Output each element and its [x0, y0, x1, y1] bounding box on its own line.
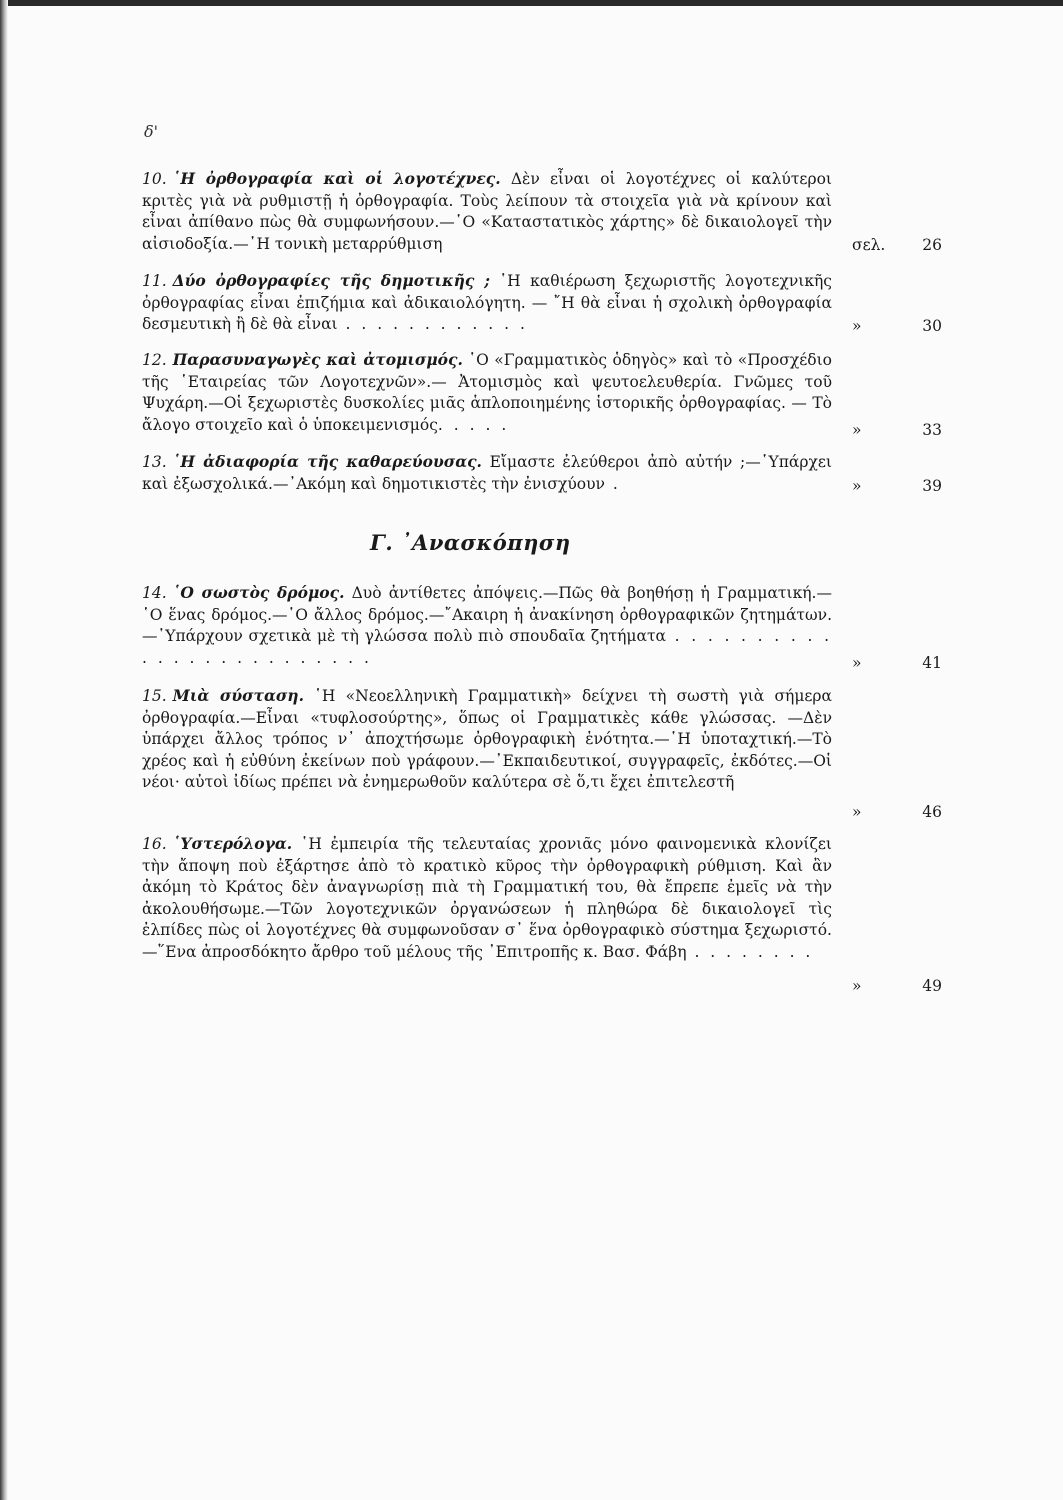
entry-title: Δύο ὀρθογραφίες τῆς δημοτικῆς ;: [172, 271, 490, 290]
toc-entry-11: [142, 270, 942, 336]
entry-title: ῾Ο σωστὸς δρόμος.: [172, 583, 345, 602]
page-ref-number: 46: [922, 803, 942, 821]
entry-text: Εἴμαστε ἐλεύθεροι ἀπὸ αὐτήν ;—῾Υπάρχει καὶ ἐξωσχολικά.—᾿Ακόμη καὶ δημοτικιστὲς τὴν ἐνισχύουν: [142, 453, 832, 493]
page-ref-mark: σελ.: [852, 236, 886, 254]
entry-text: ῾Η «Νεοελληνικὴ Γραμματικὴ» δείχνει τὴ σωστὴ γιὰ σήμερα ὀρθογραφία.—Εἶναι «τυφλοσούρτης», ὅπως οἱ Γραμματικὲς κάθε γλώσσας. —Δὲν ὑπάρχει ἄλλος τρόπος ν᾿ ἀποχτήσωμε ὀρθογραφικὴ ἑνότητα.—῾Η ὑποταχτική.—Τὸ χρέος καὶ ἡ εὐθύνη ἐκείνων ποὺ γράφουν.—᾿Εκπαιδευτικοί, συγγραφεῖς, ἐκδότες.—Οἱ νέοι· αὐτοὶ ἰδίως πρέπει νὰ ἐνημερωθοῦν καλύτερα σὲ ὅ,τι ἔχει ἐπιτελεστῆ: [142, 687, 833, 792]
toc-entry-body: [142, 451, 832, 495]
page-ref-mark: »: [852, 317, 862, 335]
entry-page-ref: [832, 802, 942, 824]
toc-entry-body: [142, 270, 832, 336]
page-ref-number: 41: [922, 654, 942, 672]
entry-title: ῾Υστερόλογα.: [172, 834, 293, 853]
toc-entry-body: [142, 685, 832, 794]
page-number: δ': [144, 122, 159, 141]
toc-entry-16: [142, 833, 942, 995]
entry-leader-dots: . . . . .: [437, 415, 510, 434]
entry-page-ref: [832, 316, 942, 338]
entry-text: Δὲν εἶναι οἱ λογοτέχνες οἱ καλύτεροι κριτὲς γιὰ νὰ ρυθμιστῇ ἡ ὀρθογραφία. Τοὺς λείπουν τὰ στοιχεῖα γιὰ νὰ κρίνουν καὶ εἶναι ἀπίθανο πὼς θὰ συμφωνήσουν.—῾Ο «Καταστατικὸς χάρτης» δὲ δικαιολογεῖ τὴν αἰσιοδοξία.—῾Η τονικὴ μεταρρύθμιση: [142, 170, 832, 253]
entry-number: 13.: [142, 453, 167, 471]
toc-entry-body: [142, 168, 832, 255]
entry-number: 14.: [142, 584, 167, 602]
page-ref-number: 49: [922, 977, 942, 995]
entry-text: Δυὸ ἀντίθετες ἀπόψεις.—Πῶς θὰ βοηθήσῃ ἡ Γραμματική.—῾Ο ἕνας δρόμος.—῾Ο ἄλλος δρόμος.—῎Ακαιρη ἡ ἀνακίνηση ὀρθογραφικῶν ζητημάτων.—῾Υπάρχουν σχετικὰ μὲ τὴ γλώσσα πολὺ πιὸ σπουδαῖα ζητήματα: [142, 584, 832, 646]
scan-edge-left: [0, 0, 8, 1500]
page-ref-number: 39: [922, 477, 942, 495]
toc-entry-12: [142, 349, 942, 439]
entry-text: ῾Ο «Γραμματικὸς ὁδηγὸς» καὶ τὸ «Προσχέδιο τῆς ῾Εταιρείας τῶν Λογοτεχνῶν».— Ἀτομισμὸς καὶ ψευτοελευθερία. Γνῶμες τοῦ Ψυχάρη.—Οἱ ξεχωριστὲς δυσκολίες μιᾶς ἁπλοποιημένης ἱστορικῆς ὀρθογραφίας. — Τὸ ἄλογο στοιχεῖο καὶ ὁ ὑποκειμενισμός: [142, 351, 832, 434]
scan-edge-top: [0, 0, 1063, 6]
toc-entry-10: [142, 168, 942, 255]
entry-number: 11.: [142, 272, 167, 290]
page-ref-mark: »: [852, 977, 862, 995]
entry-title: Παρασυναγωγὲς καὶ ἀτομισμός.: [172, 350, 463, 369]
entry-leader-dots: . . . . . . . . . . . . . . . . . . . . . . . . .: [142, 627, 832, 667]
entry-leader-dots: .: [604, 474, 621, 493]
entry-page-ref: [832, 235, 942, 257]
toc-entry-body: [142, 349, 832, 436]
entry-number: 16.: [142, 835, 167, 853]
page-ref-number: 33: [922, 421, 942, 439]
section-heading: Γ. ᾿Ανασκόπηση: [370, 530, 571, 555]
entry-number: 15.: [142, 687, 167, 705]
page-ref-mark: »: [852, 477, 862, 495]
entry-leader-dots: . . . . . . . .: [686, 942, 814, 961]
entry-title: Μιὰ σύσταση.: [172, 686, 304, 705]
page-ref-number: 26: [922, 236, 942, 254]
page-ref-mark: »: [852, 654, 862, 672]
entry-page-ref: [832, 476, 942, 498]
entry-page-ref: [832, 420, 942, 442]
entry-title: ῾Η ὀρθογραφία καὶ οἱ λογοτέχνες.: [172, 169, 501, 188]
page-ref-mark: »: [852, 803, 862, 821]
toc-entry-body: [142, 582, 832, 669]
entry-page-ref: [832, 976, 942, 998]
toc-entry-13: [142, 451, 942, 495]
toc-entry-15: [142, 685, 942, 821]
entry-text: ῾Η καθιέρωση ξεχωριστῆς λογοτεχνικῆς ὀρθογραφίας εἶναι ἐπιζήμια καὶ ἀδικαιολόγητη. — ῎Η θὰ εἶναι ἡ σχολικὴ ὀρθογραφία δεσμευτικὴ ἢ δὲ θὰ εἶναι: [142, 272, 832, 334]
toc-entry-body: [142, 833, 832, 964]
page-ref-number: 30: [922, 317, 942, 335]
toc-entry-14: [142, 582, 942, 672]
entry-number: 12.: [142, 351, 167, 369]
page-ref-mark: »: [852, 421, 862, 439]
entry-text: ῾Η ἐμπειρία τῆς τελευταίας χρονιᾶς μόνο φαινομενικὰ κλονίζει τὴν ἄποψη ποὺ ἐξάρτησε ἀπὸ τὸ κρατικὸ κῦρος τὴν ὀρθογραφικὴ ρύθμιση. Καὶ ἂν ἀκόμη τὸ Κράτος δὲν ἀναγνωρίσῃ πιὰ τὴ Γραμματική του, θὰ ἔπρεπε ἐμεῖς νὰ τὴν ἀκολουθήσωμε.—Τῶν λογοτεχνικῶν ὀργανώσεων ἡ πληθώρα δὲ δικαιολογεῖ τὶς ἐλπίδες πὼς οἱ λογοτέχνες θὰ συμφωνοῦσαν σ᾿ ἕνα ὀρθογραφικὸ σύστημα ξεχωριστό.—῞Ενα ἀπροσδόκητο ἄρθρο τοῦ μέλους τῆς ᾿Επιτροπῆς κ. Βασ. Φάβη: [142, 835, 832, 961]
entry-page-ref: [832, 653, 942, 675]
entry-title: ῾Η ἀδιαφορία τῆς καθαρεύουσας.: [172, 452, 482, 471]
entry-leader-dots: . . . . . . . . . . . .: [337, 315, 528, 334]
entry-number: 10.: [142, 170, 167, 188]
